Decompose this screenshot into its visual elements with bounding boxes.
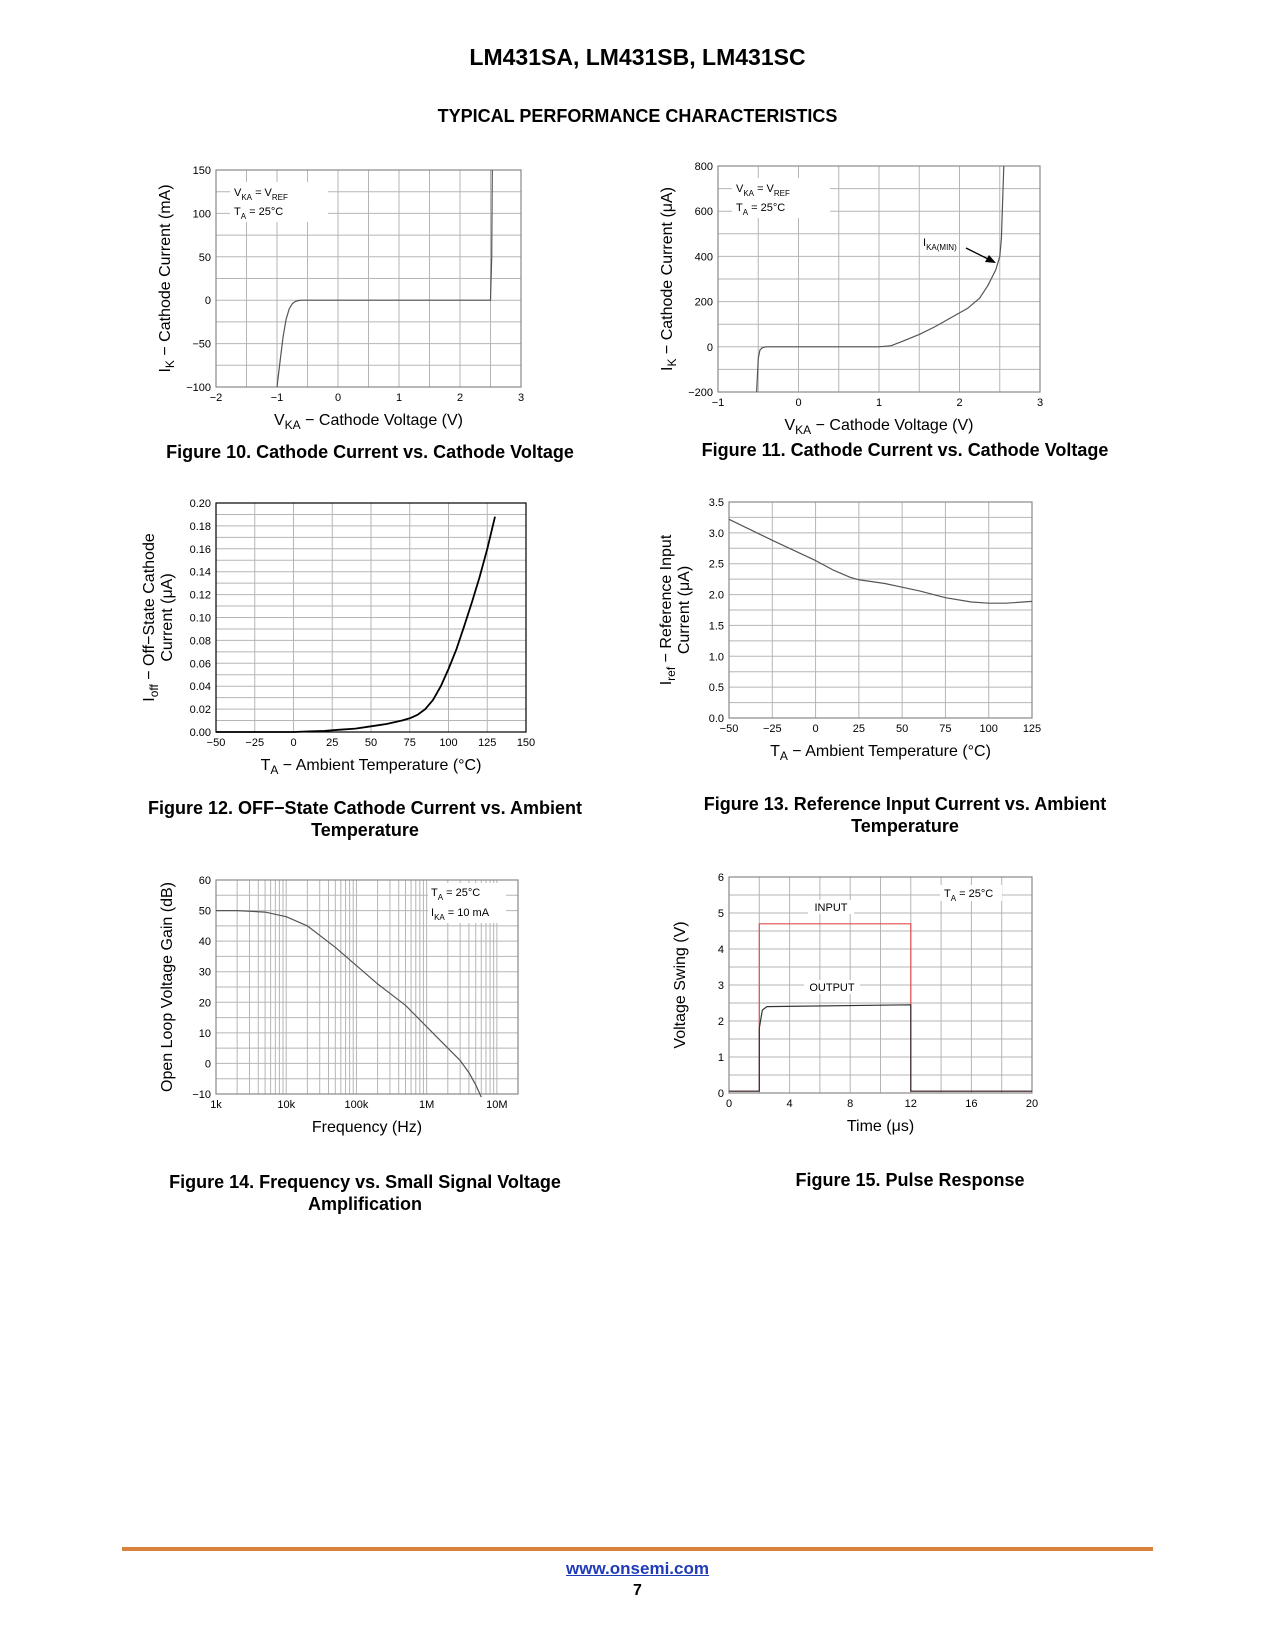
fig14-ytick-label: 30 xyxy=(198,966,211,979)
fig13-ytick-label: 1.0 xyxy=(708,651,724,664)
fig11-ytick-label: 0 xyxy=(706,341,713,354)
fig12-y-axis-title: $I_{off}$ − Off−State Cathode xyxy=(141,533,161,702)
figure-13-caption: Figure 13. Reference Input Current vs. Ambient Temperature xyxy=(703,794,1107,836)
fig15-ytick-label: 5 xyxy=(717,908,724,920)
fig15-xtick-label: 0 xyxy=(725,1098,733,1110)
fig11-legend-line-2: $T_A = 25^\circ C$ xyxy=(736,202,786,217)
fig11-ytick-label: 200 xyxy=(694,296,713,309)
fig11-ytick-label: −200 xyxy=(688,387,713,399)
fig15-xtick-label: 16 xyxy=(965,1098,978,1110)
fig13-chart xyxy=(658,497,1041,763)
fig13-y-axis-title: $I_{ref}$ − Reference Input xyxy=(658,534,678,686)
fig15-ytick-label: 1 xyxy=(717,1052,724,1064)
fig12-y-axis-title-line2: Current (μA) xyxy=(159,573,176,662)
fig12-ytick-label: 0.06 xyxy=(189,658,211,671)
fig11-ytick-label: 800 xyxy=(694,161,713,173)
fig15-legend-line-1: $T_A = 25^\circ C$ xyxy=(944,888,994,903)
fig14-ytick-label: 0 xyxy=(204,1058,211,1071)
fig11-annotation-ika-min: $I_{KA(MIN)}$ xyxy=(923,237,957,252)
fig12-ytick-label: 0.08 xyxy=(189,635,211,648)
fig14-y-axis-title: Open Loop Voltage Gain (dB) xyxy=(159,882,176,1092)
fig14-ytick-label: 10 xyxy=(198,1027,211,1040)
fig10-xtick-label: −1 xyxy=(270,392,284,404)
fig15-ytick-label: 0 xyxy=(717,1088,724,1100)
fig11-chart xyxy=(659,161,1043,437)
fig13-xtick-label: 50 xyxy=(896,723,909,735)
fig11-xtick-label: 2 xyxy=(956,397,963,409)
figure-14-caption: Figure 14. Frequency vs. Small Signal Voltage Amplification xyxy=(169,1172,561,1214)
fig11-xtick-label: 0 xyxy=(795,397,802,409)
fig10-y-axis-title: $I_K$ − Cathode Current (mA) xyxy=(157,184,177,373)
fig15-output-label: OUTPUT xyxy=(809,982,855,994)
fig10-x-axis-title: $V_{KA}$ − Cathode Voltage (V) xyxy=(273,412,464,432)
fig12-xtick-label: −25 xyxy=(245,737,265,749)
fig10-ytick-label: 100 xyxy=(192,208,211,221)
fig15-ytick-label: 4 xyxy=(717,944,724,956)
fig12-chart xyxy=(141,498,535,777)
fig10-ytick-label: −100 xyxy=(186,382,211,394)
page-number: 7 xyxy=(633,1582,642,1599)
fig14-xtick-label: 1M xyxy=(419,1099,435,1111)
fig12-x-axis-title: $T_A$ − Ambient Temperature (°C) xyxy=(260,757,482,777)
fig13-ytick-label: 3.0 xyxy=(708,527,724,540)
fig12-ytick-label: 0.12 xyxy=(189,589,211,602)
fig13-xtick-label: 0 xyxy=(812,723,819,735)
fig11-annotation-arrow-line xyxy=(966,248,990,260)
fig12-xtick-label: 150 xyxy=(516,737,536,749)
fig14-xtick-label: 10k xyxy=(277,1099,296,1111)
figure-12-caption: Figure 12. OFF−State Cathode Current vs. Ambient Temperature xyxy=(148,798,582,840)
fig10-ytick-label: 50 xyxy=(198,251,211,264)
fig12-xtick-label: 50 xyxy=(364,737,378,749)
fig11-x-axis-title: $V_{KA}$ − Cathode Voltage (V) xyxy=(784,417,974,437)
fig13-ytick-label: 0.5 xyxy=(708,682,724,695)
fig12-ytick-label: 0.02 xyxy=(189,704,211,717)
fig10-legend-line-1: $V_{KA} = V_{REF}$ xyxy=(234,187,288,202)
fig14-ytick-label: 40 xyxy=(198,936,211,949)
fig15-xtick-label: 12 xyxy=(904,1098,917,1110)
fig10-ytick-label: 150 xyxy=(192,165,211,177)
fig12-ytick-label: 0.16 xyxy=(189,543,211,556)
fig14-ytick-label: 60 xyxy=(198,875,211,887)
fig15-ytick-label: 2 xyxy=(717,1016,724,1028)
fig13-xtick-label: 75 xyxy=(939,723,952,735)
fig15-x-axis-title: Time (μs) xyxy=(846,1118,915,1135)
fig15-ytick-label: 3 xyxy=(717,980,724,992)
fig13-y-axis-title-line2: Current (μA) xyxy=(676,565,693,655)
fig14-xtick-label: 1k xyxy=(210,1099,222,1111)
fig12-ytick-label: 0.18 xyxy=(189,520,211,533)
fig14-ytick-label: 50 xyxy=(198,905,211,918)
fig13-series-iref xyxy=(729,519,1032,603)
fig13-ytick-label: 2.0 xyxy=(708,589,724,602)
fig10-chart xyxy=(157,165,524,432)
fig10-legend-line-2: $T_A = 25^\circ C$ xyxy=(234,206,284,221)
fig12-xtick-label: 75 xyxy=(403,737,416,749)
fig11-y-axis-title: $I_K$ − Cathode Current (μA) xyxy=(659,187,679,371)
fig13-ytick-label: 3.5 xyxy=(708,497,724,509)
fig13-ytick-label: 0.0 xyxy=(708,713,724,725)
fig14-chart xyxy=(159,875,518,1136)
fig10-xtick-label: 2 xyxy=(456,392,464,404)
fig12-xtick-label: 0 xyxy=(290,737,297,749)
fig14-ytick-label: 20 xyxy=(198,997,211,1010)
fig15-xtick-label: 20 xyxy=(1025,1098,1039,1110)
figure-10-caption: Figure 10. Cathode Current vs. Cathode Voltage xyxy=(166,442,574,462)
fig14-xtick-label: 10M xyxy=(486,1099,508,1111)
footer-rule xyxy=(122,1547,1153,1551)
fig15-xtick-label: 8 xyxy=(847,1098,854,1110)
fig11-ytick-label: 400 xyxy=(694,251,713,264)
fig11-xtick-label: 1 xyxy=(875,397,883,409)
fig15-input-label: INPUT xyxy=(814,902,848,914)
fig12-ytick-label: 0.04 xyxy=(189,681,211,694)
figure-15-caption: Figure 15. Pulse Response xyxy=(795,1170,1025,1190)
fig11-xtick-label: 3 xyxy=(1036,397,1044,409)
fig11-xtick-label: −1 xyxy=(711,397,725,409)
fig14-ytick-label: −10 xyxy=(192,1089,211,1101)
fig14-legend-line-1: $T_A = 25^\circ C$ xyxy=(431,887,481,902)
fig10-ytick-label: −50 xyxy=(192,338,211,351)
fig12-ytick-label: 0.20 xyxy=(189,498,211,510)
fig10-xtick-label: 1 xyxy=(395,392,403,404)
fig13-xtick-label: −25 xyxy=(762,723,782,735)
fig15-ytick-label: 6 xyxy=(717,872,724,884)
fig14-xtick-label: 100k xyxy=(344,1099,369,1111)
fig12-ytick-label: 0.10 xyxy=(189,612,211,625)
section-title: TYPICAL PERFORMANCE CHARACTERISTICS xyxy=(437,106,838,126)
fig14-legend-line-2: $I_{KA} = 10$ mA xyxy=(431,907,490,922)
fig10-ytick-label: 0 xyxy=(204,295,211,308)
fig13-xtick-label: −50 xyxy=(719,723,739,735)
fig12-ytick-label: 0.14 xyxy=(189,566,211,579)
fig12-xtick-label: 125 xyxy=(478,737,497,749)
fig15-chart xyxy=(672,872,1038,1135)
fig11-ytick-label: 600 xyxy=(694,206,713,219)
fig13-xtick-label: 125 xyxy=(1022,723,1042,735)
fig14-series-gain xyxy=(216,911,481,1098)
fig10-xtick-label: −2 xyxy=(209,392,223,404)
fig11-legend-line-1: $V_{KA} = V_{REF}$ xyxy=(736,183,790,198)
fig13-ytick-label: 2.5 xyxy=(708,558,724,571)
fig10-xtick-label: 3 xyxy=(517,392,525,404)
fig12-xtick-label: −50 xyxy=(206,737,226,749)
footer-website-link[interactable]: www.onsemi.com xyxy=(566,1559,709,1578)
fig14-x-axis-title: Frequency (Hz) xyxy=(311,1119,423,1136)
fig12-ytick-label: 0.00 xyxy=(189,727,211,739)
fig13-xtick-label: 100 xyxy=(979,723,998,735)
document-title: LM431SA, LM431SB, LM431SC xyxy=(469,44,806,70)
fig12-xtick-label: 25 xyxy=(326,737,339,749)
fig10-xtick-label: 0 xyxy=(334,392,342,404)
fig15-xtick-label: 4 xyxy=(786,1098,793,1110)
fig12-xtick-label: 100 xyxy=(439,737,458,749)
figure-11-caption: Figure 11. Cathode Current vs. Cathode Voltage xyxy=(701,440,1109,460)
fig13-xtick-label: 25 xyxy=(852,723,865,735)
fig13-x-axis-title: $T_A$ − Ambient Temperature (°C) xyxy=(770,743,991,763)
fig13-ytick-label: 1.5 xyxy=(708,620,724,633)
fig15-y-axis-title: Voltage Swing (V) xyxy=(672,921,689,1049)
